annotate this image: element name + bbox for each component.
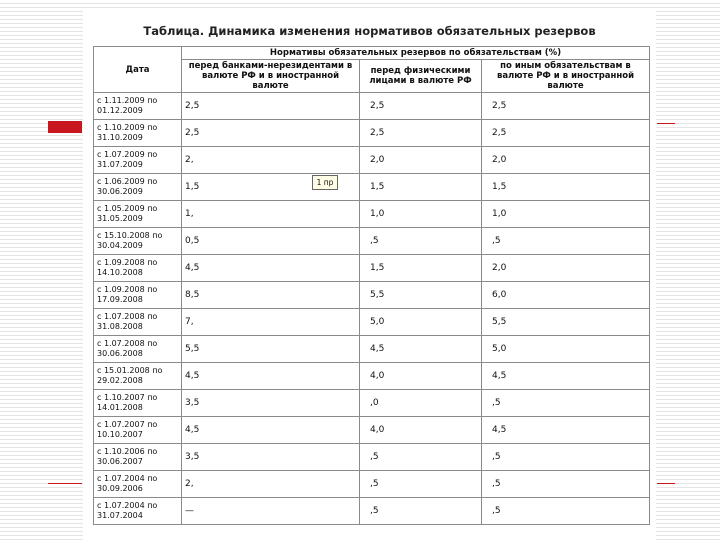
nonresident-banks-cell: 4,5 — [182, 363, 360, 390]
date-header: Дата — [94, 47, 182, 93]
table-row — [94, 93, 650, 120]
left-red-bar — [48, 121, 82, 133]
other-obligations-cell: 5,5 — [482, 309, 650, 336]
norms-group-header: Нормативы обязательных резервов по обязательствам (%) — [182, 47, 650, 60]
other-obligations-cell: 2,5 — [482, 120, 650, 147]
table-row — [94, 309, 650, 336]
table-row — [94, 174, 650, 201]
table-row — [94, 201, 650, 228]
other-obligations-cell: 5,0 — [482, 336, 650, 363]
individuals-cell: 5,5 — [360, 282, 482, 309]
nonresident-banks-cell: 0,5 — [182, 228, 360, 255]
nonresident-banks-cell: 2, — [182, 147, 360, 174]
other-obligations-cell: ,5 — [482, 498, 650, 525]
other-obligations-cell: 1,0 — [482, 201, 650, 228]
table-row — [94, 363, 650, 390]
individuals-cell: 4,5 — [360, 336, 482, 363]
individuals-cell: 1,5 — [360, 255, 482, 282]
right-red-line-top — [657, 123, 675, 124]
table-title: Таблица. Динамика изменения нормативов обязательных резервов — [143, 24, 596, 38]
table-body — [94, 93, 650, 525]
date-cell: с 1.05.2009 по 31.05.2009 — [94, 201, 182, 228]
date-cell: с 1.06.2009 по 30.06.2009 — [94, 174, 182, 201]
hover-tooltip: 1 пр — [312, 175, 338, 190]
table-row — [94, 228, 650, 255]
other-obligations-header: по иным обязательствам в валюте РФ и в иностранной валюте — [482, 60, 650, 93]
table-row — [94, 498, 650, 525]
individuals-cell: ,0 — [360, 390, 482, 417]
individuals-cell: 5,0 — [360, 309, 482, 336]
other-obligations-cell: 4,5 — [482, 363, 650, 390]
nonresident-banks-cell: 2,5 — [182, 93, 360, 120]
table-row — [94, 390, 650, 417]
nonresident-banks-cell: 4,5 — [182, 255, 360, 282]
nonresident-banks-cell: 7, — [182, 309, 360, 336]
other-obligations-cell: 1,5 — [482, 174, 650, 201]
date-cell: с 1.10.2006 по 30.06.2007 — [94, 444, 182, 471]
individuals-cell: 2,5 — [360, 120, 482, 147]
other-obligations-cell: ,5 — [482, 228, 650, 255]
individuals-header: перед физическими лицами в валюте РФ — [360, 60, 482, 93]
table-row — [94, 120, 650, 147]
date-cell: с 1.07.2008 по 31.08.2008 — [94, 309, 182, 336]
nonresident-banks-cell: — — [182, 498, 360, 525]
table-row — [94, 444, 650, 471]
header-row-group — [94, 47, 650, 60]
nonresident-banks-cell: 5,5 — [182, 336, 360, 363]
date-cell: с 1.07.2007 по 10.10.2007 — [94, 417, 182, 444]
date-cell: с 1.07.2004 по 30.09.2006 — [94, 471, 182, 498]
individuals-cell: ,5 — [360, 471, 482, 498]
individuals-cell: 2,5 — [360, 93, 482, 120]
other-obligations-cell: 6,0 — [482, 282, 650, 309]
nonresident-banks-cell: 3,5 — [182, 444, 360, 471]
date-cell: с 1.11.2009 по 01.12.2009 — [94, 93, 182, 120]
date-cell: с 1.09.2008 по 17.09.2008 — [94, 282, 182, 309]
date-cell: с 1.09.2008 по 14.10.2008 — [94, 255, 182, 282]
date-cell: с 15.01.2008 по 29.02.2008 — [94, 363, 182, 390]
individuals-cell: 1,0 — [360, 201, 482, 228]
right-red-line-bottom — [657, 483, 675, 484]
nonresident-banks-cell: 4,5 — [182, 417, 360, 444]
other-obligations-cell: ,5 — [482, 471, 650, 498]
date-cell: с 1.07.2009 по 31.07.2009 — [94, 147, 182, 174]
individuals-cell: 4,0 — [360, 417, 482, 444]
individuals-cell: 1,5 — [360, 174, 482, 201]
date-cell: с 15.10.2008 по 30.04.2009 — [94, 228, 182, 255]
nonresident-banks-cell: 2,5 — [182, 120, 360, 147]
individuals-cell: ,5 — [360, 498, 482, 525]
table-row — [94, 147, 650, 174]
individuals-cell: 2,0 — [360, 147, 482, 174]
table-row — [94, 417, 650, 444]
individuals-cell: 4,0 — [360, 363, 482, 390]
other-obligations-cell: ,5 — [482, 390, 650, 417]
nonresident-banks-header: перед банками-нерезидентами в валюте РФ и в иностранной валюте — [182, 60, 360, 93]
nonresident-banks-cell: 2, — [182, 471, 360, 498]
other-obligations-cell: 2,0 — [482, 147, 650, 174]
document-sheet — [83, 8, 656, 540]
nonresident-banks-cell: 8,5 — [182, 282, 360, 309]
table-row — [94, 282, 650, 309]
date-cell: с 1.10.2007 по 14.01.2008 — [94, 390, 182, 417]
other-obligations-cell: 2,0 — [482, 255, 650, 282]
individuals-cell: ,5 — [360, 228, 482, 255]
other-obligations-cell: 2,5 — [482, 93, 650, 120]
other-obligations-cell: ,5 — [482, 444, 650, 471]
left-red-line-bottom — [48, 483, 82, 484]
table-row — [94, 471, 650, 498]
table-row — [94, 336, 650, 363]
date-cell: с 1.10.2009 по 31.10.2009 — [94, 120, 182, 147]
date-cell: с 1.07.2008 по 30.06.2008 — [94, 336, 182, 363]
other-obligations-cell: 4,5 — [482, 417, 650, 444]
reserve-norms-table — [93, 46, 650, 525]
table-row — [94, 255, 650, 282]
nonresident-banks-cell: 3,5 — [182, 390, 360, 417]
nonresident-banks-cell: 1, — [182, 201, 360, 228]
individuals-cell: ,5 — [360, 444, 482, 471]
nonresident-banks-cell: 1,5 — [182, 174, 360, 201]
date-cell: с 1.07.2004 по 31.07.2004 — [94, 498, 182, 525]
